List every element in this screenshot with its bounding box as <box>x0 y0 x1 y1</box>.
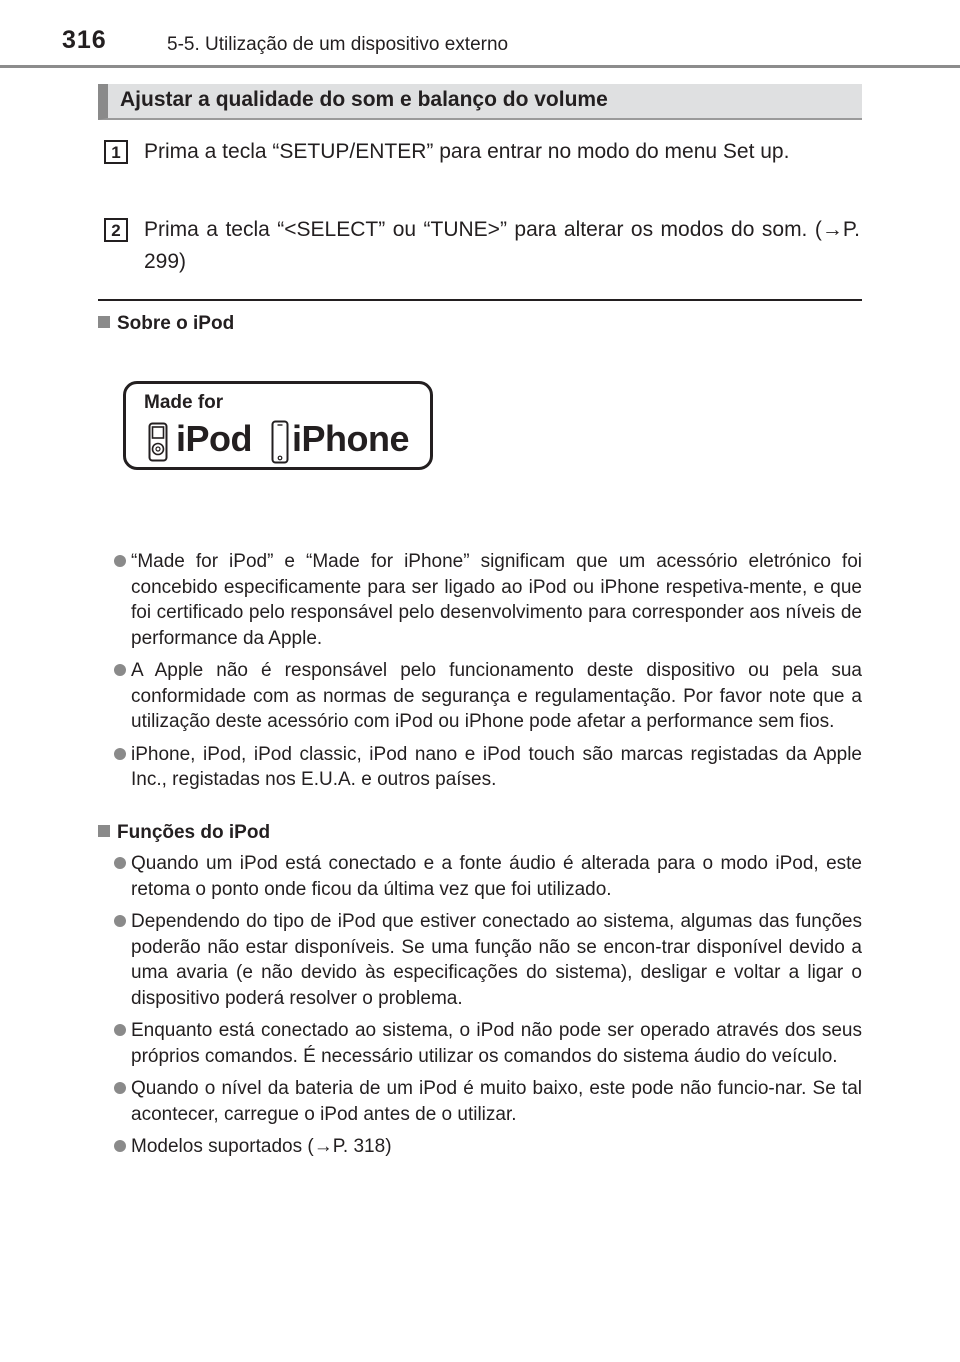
step-1 <box>104 136 860 168</box>
iphone-device-icon <box>271 420 289 464</box>
list-item: “Made for iPod” e “Made for iPhone” significam que um acessório eletrónico foi concebido especificamente para ser ligado ao iPod ou iPhone respetiva-mente, e que foi certificado pelo responsável pelo desenvolvimento para corresponder aos níveis de performance da Apple. <box>114 549 862 651</box>
subheading-ipod-functions-text: Funções do iPod <box>117 822 271 843</box>
ipod-device-icon <box>148 422 168 462</box>
list-item: iPhone, iPod, iPod classic, iPod nano e iPod touch são marcas registadas da Apple Inc., registadas nos E.U.A. e outros países. <box>114 742 862 793</box>
subheading-about-ipod <box>98 313 234 335</box>
list-item: Quando um iPod está conectado e a fonte áudio é alterada para o modo iPod, este retoma o ponto onde ficou da última vez que foi utilizado. <box>114 851 862 902</box>
step-text-2: Prima a tecla “<SELECT” ou “TUNE>” para alterar os modos do som. (→P. 299) <box>144 218 860 273</box>
about-ipod-bullet-list <box>114 549 862 800</box>
list-item: Modelos suportados (→P. 318) <box>114 1134 862 1160</box>
logo-ipod-text: iPod <box>176 418 252 459</box>
section-bar <box>98 84 862 120</box>
circle-bullet-icon <box>114 555 126 567</box>
circle-bullet-icon <box>114 857 126 869</box>
section-title: Ajustar a qualidade do som e balanço do volume <box>120 88 608 111</box>
logo-iphone-text: iPhone <box>292 418 410 459</box>
page-header <box>0 0 960 70</box>
subheading-ipod-functions <box>98 822 270 844</box>
made-for-ipod-iphone-logo <box>123 381 433 470</box>
square-bullet-icon <box>98 316 110 328</box>
circle-bullet-icon <box>114 1082 126 1094</box>
step-text-1: Prima a tecla “SETUP/ENTER” para entrar no modo do menu Set up. <box>144 140 790 163</box>
section-divider <box>98 299 862 301</box>
square-bullet-icon <box>98 825 110 837</box>
subheading-about-ipod-text: Sobre o iPod <box>117 313 235 334</box>
ipod-functions-bullet-list <box>114 851 862 1167</box>
circle-bullet-icon <box>114 915 126 927</box>
step-number-1: 1 <box>104 140 128 164</box>
circle-bullet-icon <box>114 1140 126 1152</box>
list-item: Enquanto está conectado ao sistema, o iPod não pode ser operado através dos seus próprios comandos. É necessário utilizar os comandos do sistema áudio do veículo. <box>114 1018 862 1069</box>
circle-bullet-icon <box>114 748 126 760</box>
circle-bullet-icon <box>114 664 126 676</box>
chapter-title: 5-5. Utilização de um dispositivo externo <box>167 34 509 55</box>
list-item: Dependendo do tipo de iPod que estiver conectado ao sistema, algumas das funções poderão não estar disponíveis. Se uma função não se encon-trar disponível devido a uma avaria (e não devido às especificações do sistema), desligar e voltar a ligar o dispositivo poderá resolver o problema. <box>114 909 862 1011</box>
step-number-2: 2 <box>104 218 128 242</box>
list-item: A Apple não é responsável pelo funcionamento deste dispositivo ou pela sua conformidade com as normas de segurança e regulamentação. Por favor note que a utilização deste acessório com iPod ou iPhone pode afetar a performance sem fios. <box>114 658 862 735</box>
page-number: 316 <box>62 26 107 54</box>
header-rule <box>0 65 960 68</box>
circle-bullet-icon <box>114 1024 126 1036</box>
logo-made-for-text: Made for <box>144 392 224 413</box>
step-2 <box>104 214 860 278</box>
list-item: Quando o nível da bateria de um iPod é muito baixo, este pode não funcio-nar. Se tal acontecer, carregue o iPod antes de o utilizar. <box>114 1076 862 1127</box>
